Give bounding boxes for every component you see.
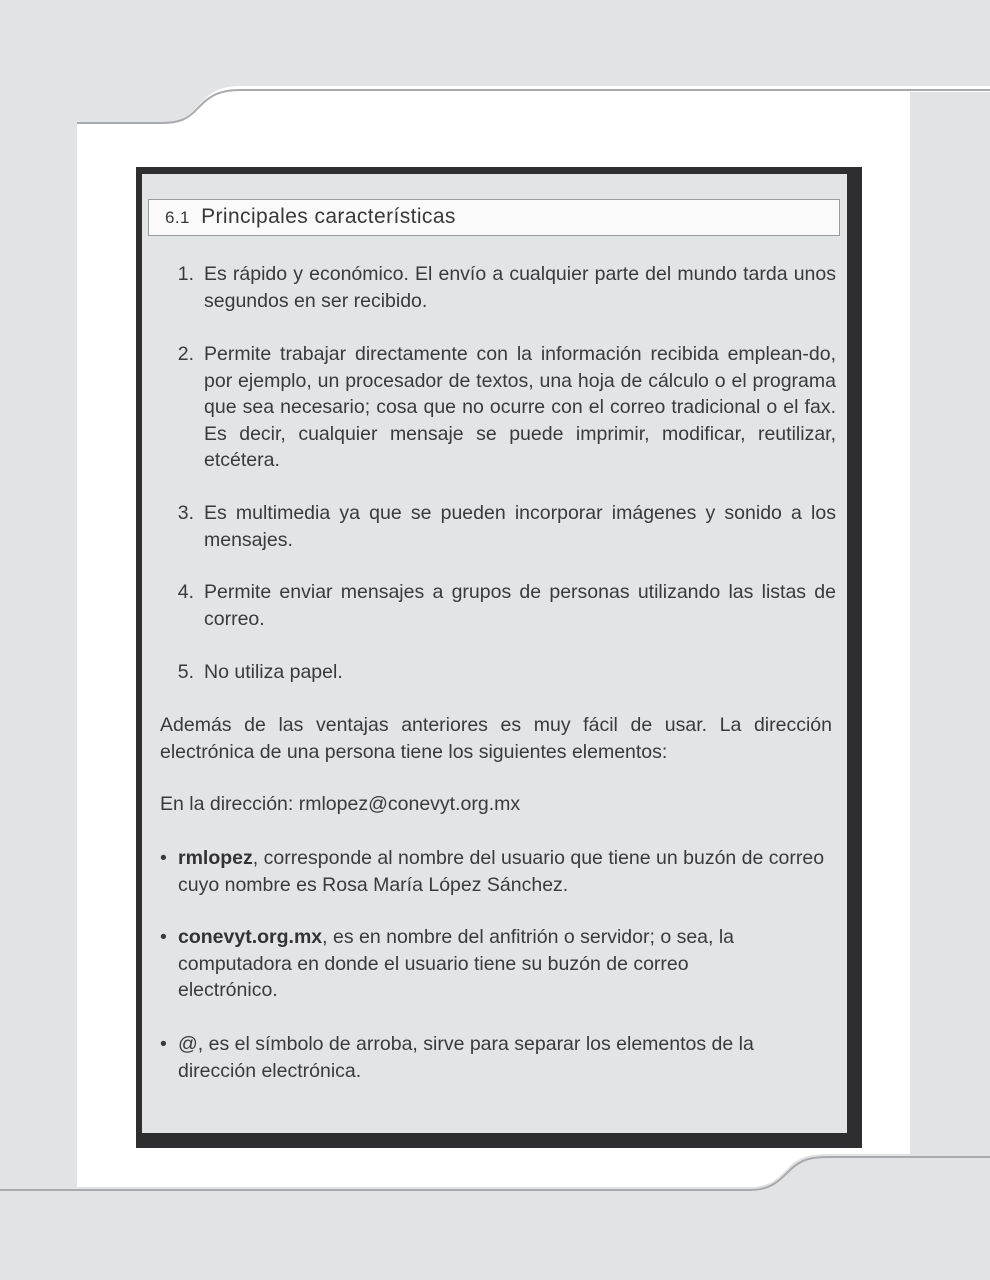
right-column	[910, 92, 990, 1154]
bullet-description: , corresponde al nombre del usuario que tiene un buzón de correo cuyo nombre es Rosa María López Sánchez.	[178, 847, 825, 896]
bullet-description: @, es el símbolo de arroba, sirve para separar los elementos de la dirección electrónica.	[178, 1033, 754, 1082]
bullet-dot: •	[160, 847, 167, 869]
bullet-text	[178, 924, 778, 1004]
left-column	[0, 122, 77, 1187]
section-title: Principales características	[201, 205, 456, 228]
list-number: 5.	[177, 661, 194, 683]
list-number: 3.	[177, 502, 194, 524]
list-text: Permite trabajar directamente con la información recibida emplean-do, por ejemplo, un procesador de textos, una hoja de cálculo o el programa que sea necesario; cosa que no ocurre con el correo tradicional o el fax. Es decir, cualquier mensaje se puede imprimir, modificar, reutilizar, etcétera.	[204, 343, 836, 471]
bullet-term: conevyt.org.mx	[178, 926, 323, 948]
section-number: 6.1	[165, 208, 190, 227]
list-text: Es rápido y económico. El envío a cualquier parte del mundo tarda unos segundos en ser recibido.	[204, 263, 836, 312]
list-number: 4.	[177, 581, 194, 603]
list-text: Es multimedia ya que se pueden incorporar imágenes y sonido a los mensajes.	[204, 502, 836, 551]
intro-paragraph: Además de las ventajas anteriores es muy fácil de usar. La dirección electrónica de una persona tiene los siguientes elementos:	[160, 714, 832, 763]
list-number: 2.	[177, 343, 194, 365]
bullet-description: , es en nombre del anfitrión o servidor; o sea, la computadora en donde el usuario tiene su buzón de correo electrónico.	[178, 926, 735, 1001]
list-number: 1.	[177, 263, 194, 285]
list-text: Permite enviar mensajes a grupos de personas utilizando las listas de correo.	[204, 581, 836, 630]
top-band	[0, 0, 990, 122]
bullet-term: rmlopez	[178, 847, 253, 869]
list-text: No utiliza papel.	[204, 661, 343, 683]
bottom-band	[0, 1154, 990, 1280]
bullet-dot: •	[160, 926, 167, 948]
section-header	[148, 199, 840, 236]
content-box	[136, 167, 862, 1148]
bullet-dot: •	[160, 1033, 167, 1055]
bullet-text	[178, 1031, 832, 1084]
bullet-text	[178, 845, 832, 898]
address-line: En la dirección: rmlopez@conevyt.org.mx	[160, 793, 521, 815]
